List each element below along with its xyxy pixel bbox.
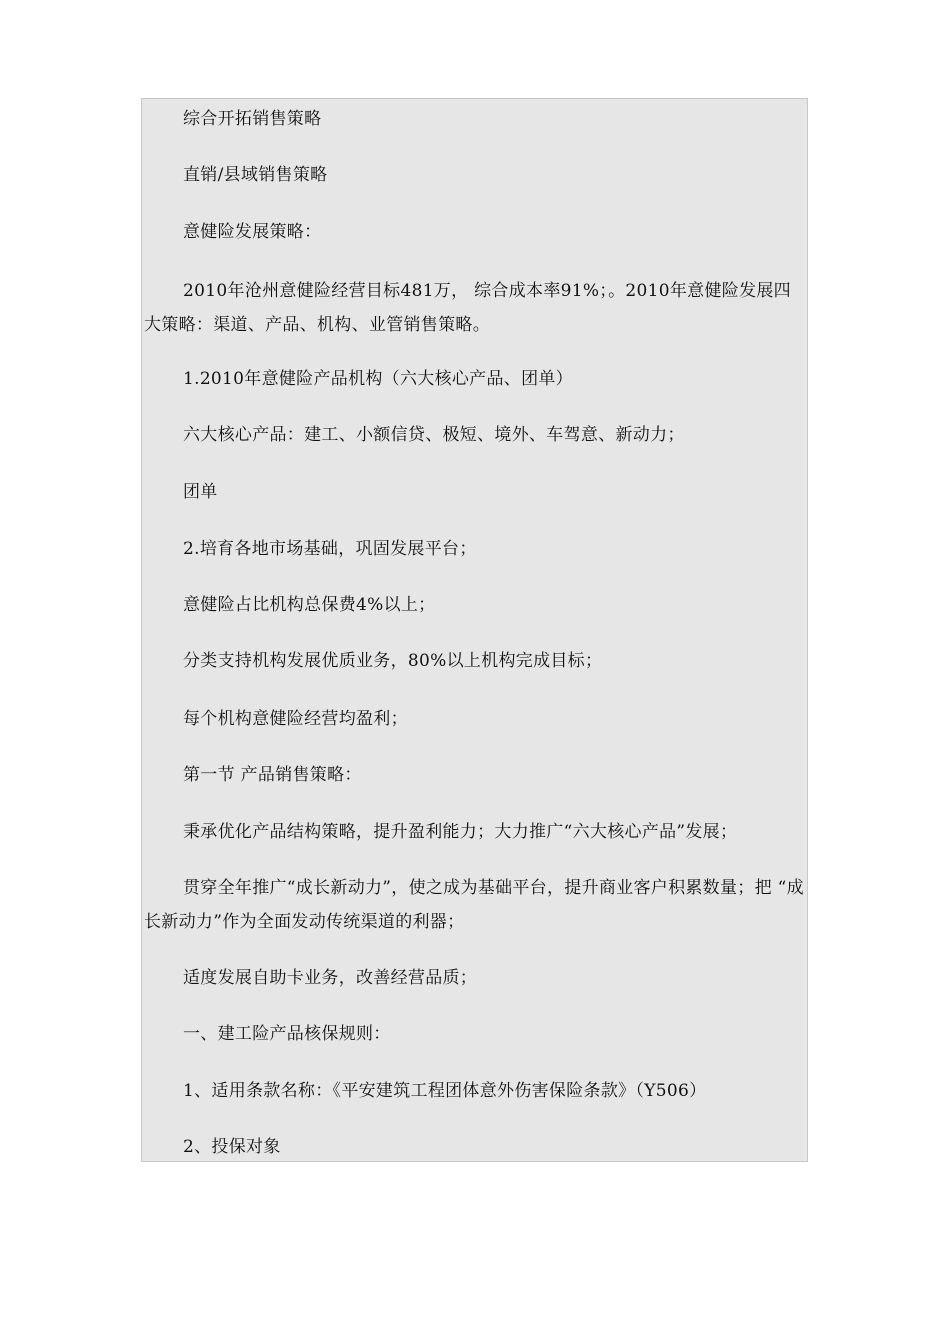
paragraph-11: 每个机构意健险经营均盈利； (183, 709, 408, 729)
paragraph-16: 一、建工险产品核保规则： (183, 1024, 391, 1044)
paragraph-13: 秉承优化产品结构策略，提升盈利能力；大力推广“六大核心产品”发展； (183, 822, 738, 842)
paragraph-1: 综合开拓销售策略 (183, 109, 322, 129)
paragraph-15: 适度发展自助卡业务，改善经营品质； (183, 968, 478, 988)
paragraph-6: 六大核心产品：建工、小额信贷、极短、境外、车驾意、新动力； (183, 425, 685, 445)
paragraph-5: 1.2010年意健险产品机构（六大核心产品、团单） (183, 369, 573, 389)
paragraph-3: 意健险发展策略： (183, 222, 322, 242)
paragraph-8: 2.培育各地市场基础，巩固发展平台； (183, 539, 477, 559)
paragraph-17: 1、适用条款名称：《平安建筑工程团体意外伤害保险条款》（Y506） (183, 1081, 707, 1101)
paragraph-7: 团单 (183, 482, 218, 502)
paragraph-4: 2010年沧州意健险经营目标481万， 综合成本率91%；。2010年意健险发展四大策略：渠道、产品、机构、业管销售策略。 (144, 281, 791, 335)
paragraph-12: 第一节 产品销售策略： (183, 765, 362, 785)
paragraph-14: 贯穿全年推广“成长新动力”，使之成为基础平台，提升商业客户积累数量；把 “成长新动力”作为全面发动传统渠道的利器； (144, 878, 804, 932)
paragraph-9: 意健险占比机构总保费4%以上； (183, 595, 436, 615)
paragraph-2: 直销/县域销售策略 (183, 165, 328, 185)
paragraph-10: 分类支持机构发展优质业务，80%以上机构完成目标； (183, 651, 603, 671)
document-content-panel (141, 98, 808, 1162)
paragraph-18: 2、投保对象 (183, 1137, 281, 1157)
